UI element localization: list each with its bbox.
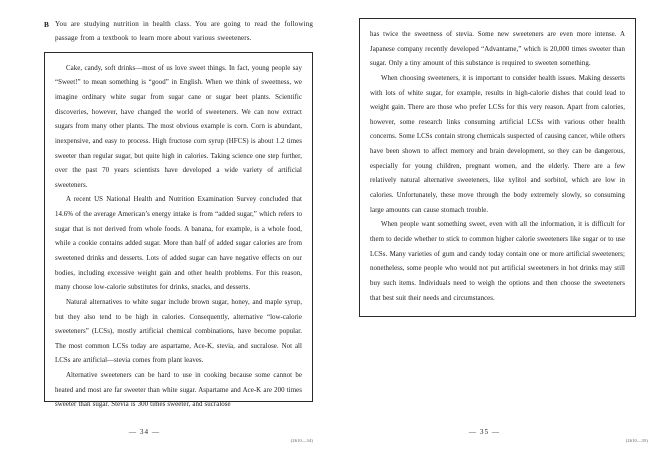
page-number: — 35 — <box>468 428 501 436</box>
passage-box-left <box>44 52 313 409</box>
passage-paragraph: Alternative sweeteners can be hard to use in cooking because some cannot be heated and most are far sweeter than white sugar. Aspartame and Ace-K are 200 times sweeter than sugar. Stevia is 300 times sweeter, and sucralose <box>55 372 302 409</box>
question-marker: B <box>44 20 49 29</box>
reference-mark: (2610—34) <box>290 438 313 443</box>
instruction-text: You are studying nutrition in health class. You are going to read the following passage from a textbook to learn more about various sweeteners. <box>55 20 313 42</box>
passage-paragraph: When choosing sweeteners, it is important to consider health issues. Making desserts with lots of white sugar, for example, results in high-calorie dishes that could lead to weight gain. There are those who prefer LCSs for this very reason. Apart from calories, however, some research links consuming artificial LCSs with various other health concerns. Some LCSs contain strong chemicals suspected of causing cancer, while others have been shown to affect memory and brain development, so they can be dangerous, especially for young children, pregnant women, and the elderly. There are a few relatively natural alternative sweeteners, like xylitol and sorbitol, which are low in calories. Unfortunately, these move through the body extremely slowly, so consuming large amounts can cause stomach trouble. <box>370 74 625 214</box>
page-right <box>335 0 670 456</box>
page-footer-left <box>0 428 335 442</box>
passage-paragraph: Natural alternatives to white sugar include brown sugar, honey, and maple syrup, but they also tend to be high in calories. Consequently, alternative “low-calorie sweeteners” (LCSs), mostly artificial chemical combinations, have become popular. The most common LCSs today are aspartame, Ace-K, stevia, and sucralose. Not all LCSs are artificial—stevia comes from plant leaves. <box>55 298 302 365</box>
passage-paragraph: has twice the sweetness of stevia. Some new sweeteners are even more intense. A Japanese company recently developed “Advantame,” which is 20,000 times sweeter than sugar. Only a tiny amount of this substance is required to sweeten something. <box>370 31 625 68</box>
passage-paragraph: A recent US National Health and Nutrition Examination Survey concluded that 14.6% of the average American’s energy intake is from “added sugar,” which refers to sugar that is not derived from whole foods. A banana, for example, is a whole food, while a cookie contains added sugar. More than half of added sugar calories are from sweetened drinks and desserts. Lots of added sugar can have negative effects on our bodies, including excessive weight gain and other health problems. For this reason, many choose low-calorie substitutes for drinks, snacks, and desserts. <box>55 196 302 292</box>
passage-box-right <box>359 18 636 317</box>
passage-paragraph: When people want something sweet, even with all the information, it is difficult for them to decide whether to stick to common higher calorie sweeteners like sugar or to use LCSs. Many varieties of gum and candy today contain one or more artificial sweeteners; nonetheless, some people who would not put artificial sweeteners in hot drinks may still buy such items. Individuals need to weigh the options and then choose the sweeteners that best suit their needs and circumstances. <box>370 221 625 302</box>
instruction-block <box>44 18 313 46</box>
reference-mark: (2610—35) <box>625 438 648 443</box>
page-number: — 34 — <box>128 428 161 436</box>
page-footer-right <box>335 428 670 442</box>
passage-paragraph: Cake, candy, soft drinks—most of us love sweet things. In fact, young people say “Sweet!” to mean something is “good” in English. When we think of sweetness, we imagine ordinary white sugar from sugar cane or sugar beet plants. Scientific discoveries, however, have changed the world of sweeteners. We can now extract sugars from many other plants. The most obvious example is corn. Corn is abundant, inexpensive, and easy to process. High fructose corn syrup (HFCS) is about 1.2 times sweeter than regular sugar, but quite high in calories. Taking science one step further, over the past 70 years scientists have developed a wide variety of artificial sweeteners. <box>55 64 302 189</box>
